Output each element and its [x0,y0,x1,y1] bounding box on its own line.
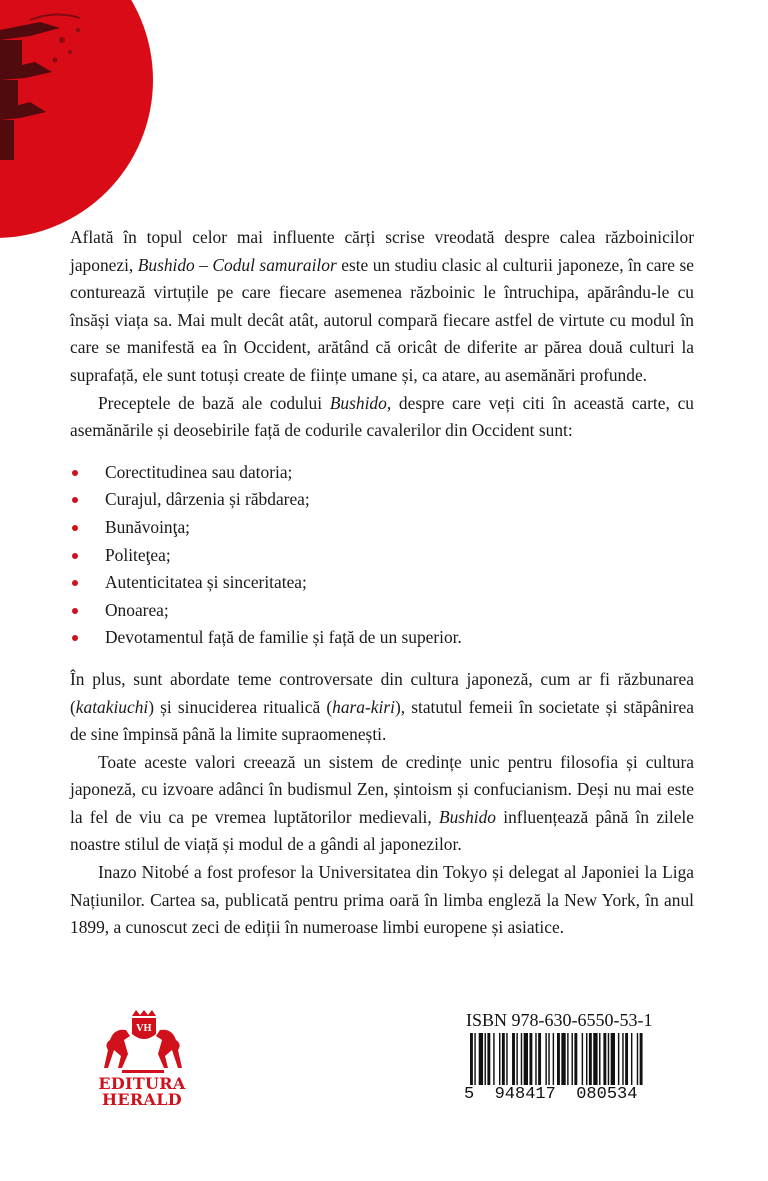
barcode-bar [582,1033,583,1085]
barcode-bar [493,1033,494,1085]
bullet-icon [72,470,78,476]
bullet-icon [72,525,78,531]
barcode-bar [567,1033,568,1085]
paragraph-themes: În plus, sunt abordate teme controversate din cultura japoneză, cum ar fi răzbunarea (katakiuchi) și sinuciderea ritualică (hara-kiri), statutul femeii în societate și stăpânirea de sine împinsă până la limite supraomenești. [70,668,694,745]
barcode-icon [470,1033,700,1085]
barcode-bar [599,1033,600,1085]
barcode-bar [608,1033,609,1085]
list-item: Politeţea; [70,542,694,570]
book-title: Bushido – Codul samurailor [137,254,337,275]
back-cover-text [70,224,694,942]
herald-logo-icon [88,1010,198,1076]
barcode-bar [572,1033,573,1085]
paragraph-author: Inazo Nitobé a fost profesor la Universitatea din Tokyo și delegat al Japoniei la Liga Națiunilor. Cartea sa, publicată pentru prima oară în limba engleză la New York, în anul 1899, a cunoscut zeci de ediții în numeroase limbi europene și asiatice. [70,862,694,938]
barcode-bar [640,1033,643,1085]
list-item: Onoarea; [70,597,694,625]
bushido-term: Bushido [329,392,387,413]
barcode-bar [529,1033,532,1085]
list-item: Devotamentul față de familie și față de un superior. [70,624,694,652]
publisher-name: EDITURA HERALD [98,1074,186,1109]
barcode-bar [611,1033,615,1085]
bullet-icon [72,497,78,503]
list-item: Curajul, dârzenia și răbdarea; [70,486,694,514]
barcode-bar [589,1033,592,1085]
paragraph-values: Toate aceste valori creează un sistem de credințe unic pentru filosofia și cultura japoneză, cu izvoare adânci în budismul Zen, șintoism și confucianism. Deși nu mai este la fel de viu ca pe vremea luptătorilor medievali, Bushido influențează până în zilele noastre stilul de viață și modul de a gândi al japonezilor. [70,751,694,855]
barcode-bar [516,1033,517,1085]
barcode-bar [487,1033,490,1085]
barcode-bar [631,1033,632,1085]
logo-badge-text: VH [136,1024,152,1034]
isbn-label: ISBN 978-630-6550-53-1 [466,1010,653,1030]
barcode-bar [538,1033,541,1085]
barcode-bar [574,1033,577,1085]
barcode-bar [603,1033,606,1085]
bullet-icon [72,580,78,586]
barcode-bar [524,1033,528,1085]
barcode-bar [512,1033,515,1085]
barcode-bar [625,1033,628,1085]
barcode-bar [557,1033,560,1085]
barcode-bar [499,1033,500,1085]
barcode-bar [637,1033,638,1085]
barcode-bar [593,1033,597,1085]
bullet-icon [72,553,78,559]
barcode-bar [535,1033,536,1085]
barcode-bar [479,1033,483,1085]
barcode-bar [485,1033,486,1085]
barcode-bar [561,1033,565,1085]
barcode-bar [521,1033,522,1085]
barcode-bar [553,1033,554,1085]
barcode-bar [618,1033,619,1085]
barcode-bar [586,1033,587,1085]
bullet-icon [72,635,78,641]
barcode-bar [502,1033,505,1085]
barcode-bar [545,1033,546,1085]
barcode-bar [548,1033,549,1085]
bullet-icon [72,608,78,614]
barcode-bar [474,1033,475,1085]
list-item: Bunăvoinţa; [70,514,694,542]
barcode-digits: 5 948417 080534 [464,1085,638,1104]
barcode-bar [622,1033,623,1085]
list-item: Corectitudinea sau datoria; [70,459,694,487]
paragraph-intro: Aflată în topul celor mai influente cărți scrise vreodată despre calea războinicilor japonezi, Bushido – Codul samurailor este un studiu clasic al culturii japoneze, în care se conturează virtuțile pe care fiecare asemenea războinic le întruchipa, apărându-le cu însăși viața sa. Mai mult decât atât, autorul compară fiecare astfel de virtute cu modul în care se manifestă ea în Occident, arătând că oricât de diferite ar părea două culturi la suprafață, ele sunt totuși create de ființe umane și, ca atare, au asemănări profunde. [70,227,694,385]
barcode-bar [506,1033,507,1085]
virtues-list [70,459,694,652]
barcode-bar [470,1033,473,1085]
paragraph-precepts: Preceptele de bază ale codului Bushido, despre care veți citi în această carte, cu asemănările și deosebirile față de codurile cavalerilor din Occident sunt: [70,392,694,441]
list-item: Autenticitatea și sinceritatea; [70,569,694,597]
red-sun-pagoda-illustration [0,0,160,240]
